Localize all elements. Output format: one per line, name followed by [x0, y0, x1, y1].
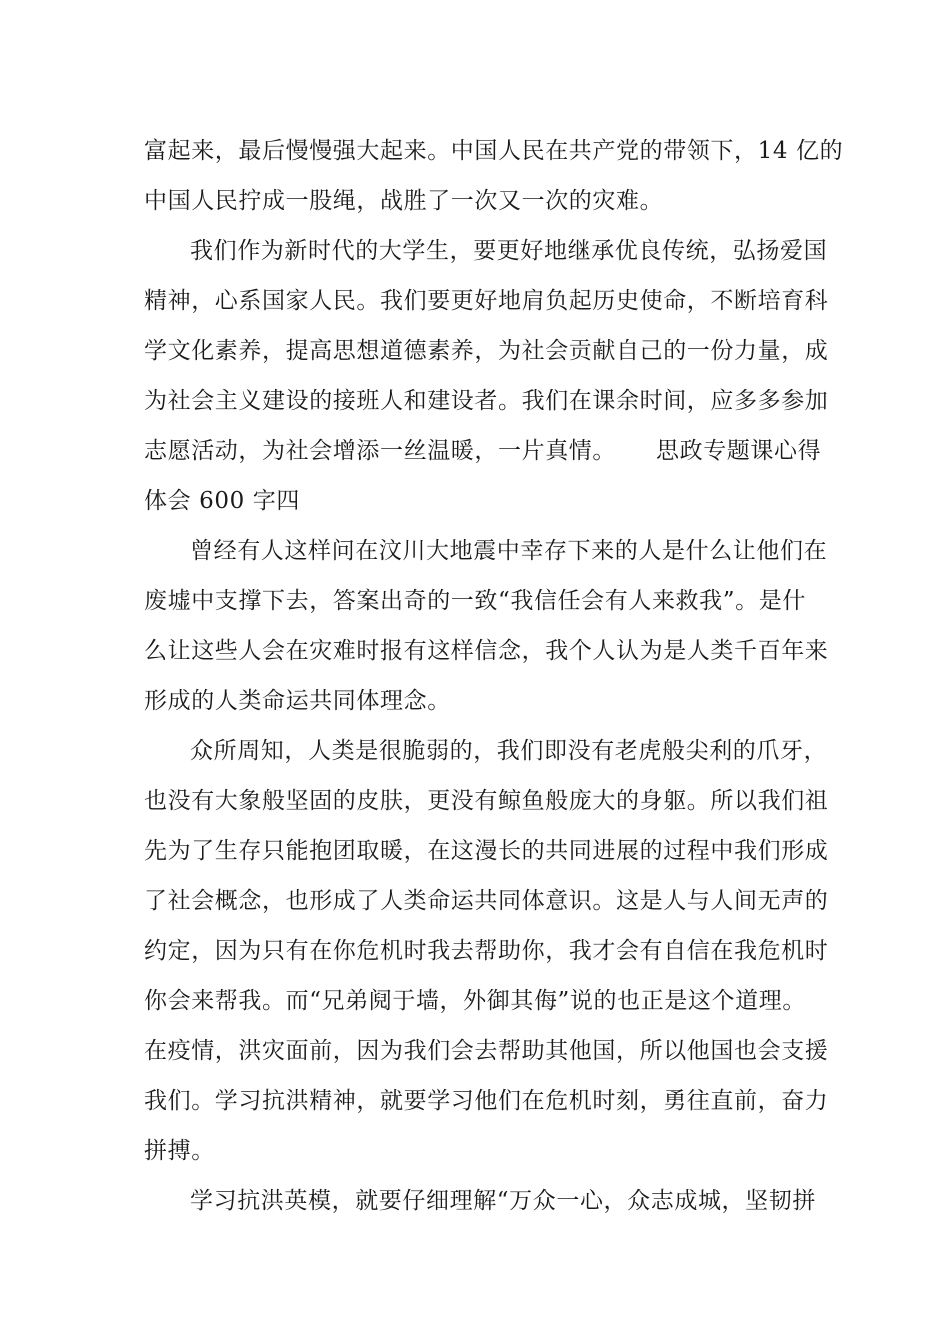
text-line: 废墟中支撑下去，答案出奇的一致“我信任会有人来救我”。是什: [144, 588, 806, 614]
paragraph-first-line: 我们作为新时代的大学生，要更好地继承优良传统，弘扬爱国: [190, 238, 828, 264]
text-line: 富起来，最后慢慢强大起来。中国人民在共产党的带领下，14 亿的: [144, 138, 844, 164]
section-heading: 思政专题课心得: [656, 438, 822, 464]
text-line: 学文化素养，提高思想道德素养，为社会贡献自己的一份力量，成: [144, 338, 829, 364]
text-line: 约定，因为只有在你危机时我去帮助你，我才会有自信在我危机时: [144, 938, 829, 964]
paragraph-first-line: 曾经有人这样问在汶川大地震中幸存下来的人是什么让他们在: [190, 538, 828, 564]
text-line: 也没有大象般坚固的皮肤，更没有鲸鱼般庞大的身躯。所以我们祖: [144, 788, 829, 814]
text-line: 形成的人类命运共同体理念。: [144, 688, 451, 714]
text-line: 么让这些人会在灾难时报有这样信念，我个人认为是人类千百年来: [144, 638, 829, 664]
section-heading-continued: 体会 600 字四: [144, 488, 300, 514]
text-segment: 志愿活动，为社会增添一丝温暖，一片真情。: [144, 438, 616, 464]
paragraph-first-line: 学习抗洪英模，就要仔细理解“万众一心，众志成城，坚韧拼: [190, 1188, 816, 1214]
paragraph-first-line: 众所周知，人类是很脆弱的，我们即没有老虎般尖利的爪牙，: [190, 738, 828, 764]
text-line: 为社会主义建设的接班人和建设者。我们在课余时间，应多多参加: [144, 388, 829, 414]
text-line: 在疫情，洪灾面前，因为我们会去帮助其他国，所以他国也会支援: [144, 1038, 829, 1064]
text-line: 先为了生存只能抱团取暖，在这漫长的共同进展的过程中我们形成: [144, 838, 829, 864]
text-line: 我们。学习抗洪精神，就要学习他们在危机时刻，勇往直前，奋力: [144, 1088, 829, 1114]
text-line: 你会来帮我。而“兄弟阋于墙，外御其侮”说的也正是这个道理。: [144, 988, 806, 1014]
text-line: [144, 431, 822, 471]
text-line: 了社会概念，也形成了人类命运共同体意识。这是人与人间无声的: [144, 888, 829, 914]
text-line: 中国人民拧成一股绳，战胜了一次又一次的灾难。: [144, 188, 664, 214]
text-line: 精神，心系国家人民。我们要更好地肩负起历史使命，不断培育科: [144, 288, 829, 314]
text-line: 拼搏。: [144, 1138, 215, 1164]
